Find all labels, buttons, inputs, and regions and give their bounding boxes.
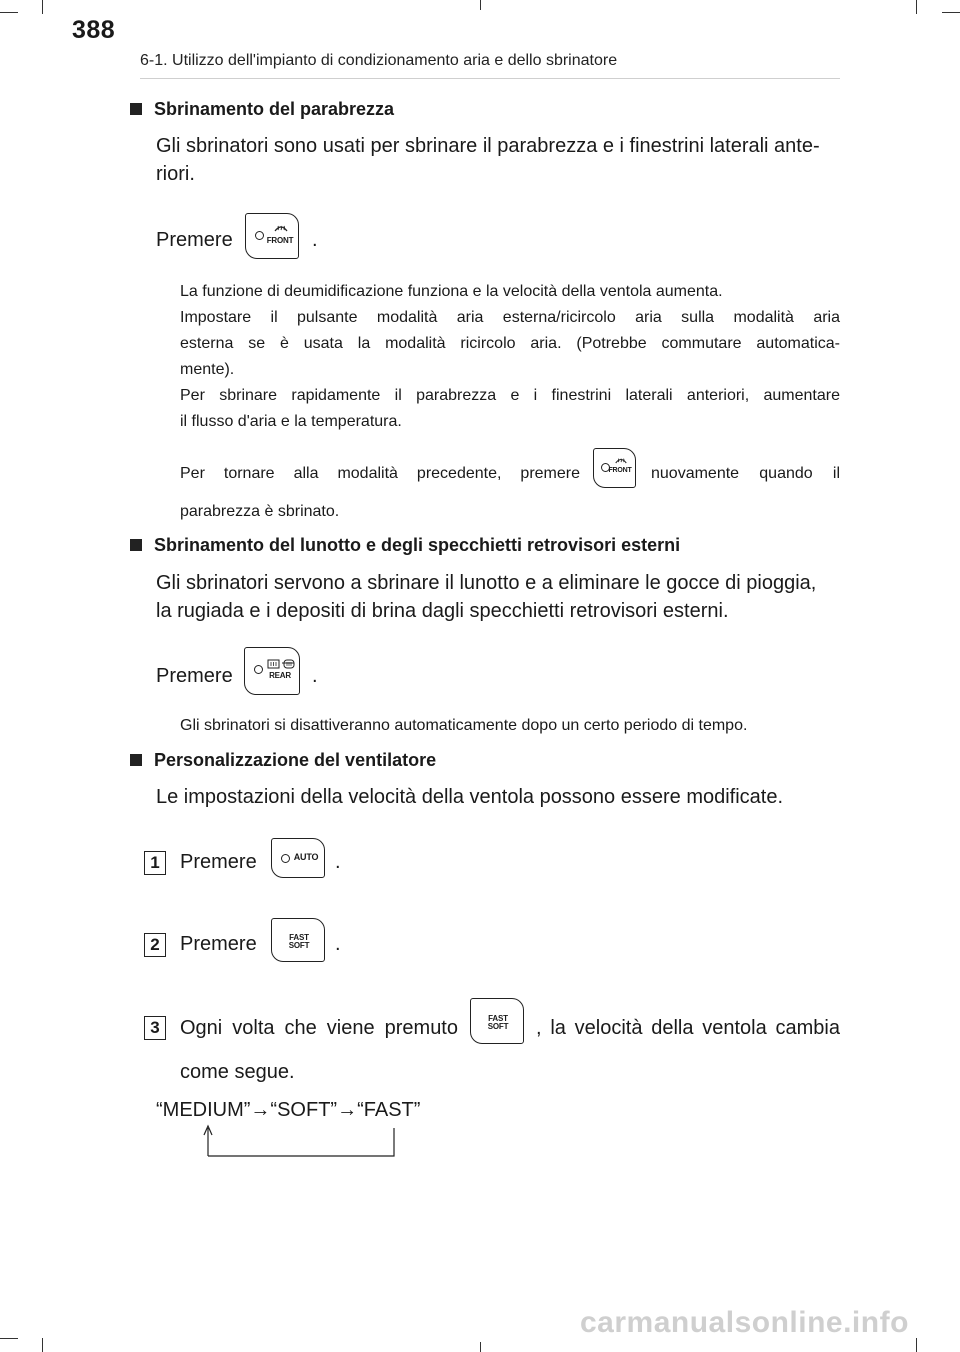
crop-mark — [942, 12, 960, 13]
button-label: FAST — [289, 933, 309, 942]
punctuation: . — [312, 229, 318, 251]
instruction-text: , la velocità della ventola cambia — [536, 1017, 840, 1039]
bullet-square-icon — [130, 539, 142, 551]
paragraph: Gli sbrinatori servono a sbrinare il lunotto e a eliminare le gocce di pioggia, — [156, 572, 817, 594]
rear-window-mirror-defrost-icon — [267, 659, 295, 669]
note-text: Per sbrinare rapidamente il parabrezza e i finestrini laterali anteriori, aumentare — [180, 387, 840, 404]
note-text: Per tornare alla modalità precedente, premere — [180, 465, 580, 482]
step-number: 2 — [144, 933, 166, 957]
windshield-defrost-icon — [273, 222, 289, 232]
instruction-text: come segue. — [180, 1061, 295, 1083]
front-defroster-button[interactable] — [593, 448, 636, 488]
section-title: Sbrinamento del parabrezza — [154, 99, 395, 119]
instruction-text: Premere — [156, 665, 233, 687]
header-divider — [140, 78, 840, 79]
watermark: carmanualsonline.info — [580, 1306, 909, 1339]
bullet-square-icon — [130, 103, 142, 115]
button-label: FRONT — [266, 236, 294, 245]
punctuation: . — [312, 665, 318, 687]
section-title: Personalizzazione del ventilatore — [154, 750, 437, 770]
note-text: il flusso d'aria e la temperatura. — [180, 413, 402, 430]
button-label: SOFT — [487, 1022, 509, 1031]
instruction-text: Premere — [156, 229, 233, 251]
crop-mark — [480, 1342, 481, 1352]
button-label: FRONT — [608, 467, 632, 474]
chapter-title: 6-1. Utilizzo dell'impianto di condizionamento aria e dello sbrinatore — [140, 52, 618, 69]
indicator-light-icon — [255, 231, 264, 240]
section-heading-fan — [130, 750, 436, 771]
fast-soft-button[interactable] — [271, 918, 325, 962]
crop-mark — [0, 12, 18, 13]
crop-mark — [916, 0, 917, 14]
page-number: 388 — [72, 16, 116, 44]
section-title: Sbrinamento del lunotto e degli specchietti retrovisori esterni — [154, 535, 681, 555]
punctuation: . — [335, 851, 341, 873]
indicator-light-icon — [254, 665, 263, 674]
step-number: 3 — [144, 1016, 166, 1040]
paragraph: la rugiada e i depositi di brina dagli specchietti retrovisori esterni. — [156, 600, 729, 622]
note-text: nuovamente quando il — [651, 465, 840, 482]
paragraph: Le impostazioni della velocità della ventola possono essere modificate. — [156, 786, 784, 808]
section-heading-rear-defroster — [130, 535, 680, 556]
rear-defroster-button[interactable] — [244, 647, 300, 695]
punctuation: . — [335, 933, 341, 955]
button-label: FAST — [488, 1014, 508, 1023]
fan-speed-sequence: “MEDIUM”→“SOFT”→“FAST” — [156, 1099, 421, 1121]
instruction-text: Premere — [180, 851, 257, 873]
crop-mark — [42, 0, 43, 14]
instruction-text: Premere — [180, 933, 257, 955]
button-label: AUTO — [293, 852, 319, 862]
auto-button[interactable] — [271, 838, 325, 878]
section-heading-windshield — [130, 99, 394, 120]
note-text: mente). — [180, 361, 235, 378]
crop-mark — [42, 1338, 43, 1352]
note-text: esterna se è usata la modalità ricircolo aria. (Potrebbe commutare automatica- — [180, 335, 840, 352]
note-text: parabrezza è sbrinato. — [180, 503, 340, 520]
paragraph: Gli sbrinatori sono usati per sbrinare il parabrezza e i finestrini laterali ante- — [156, 135, 820, 157]
cycle-return-arrow-icon — [196, 1124, 402, 1160]
indicator-light-icon — [281, 854, 290, 863]
crop-mark — [916, 1338, 917, 1352]
note-text: Impostare il pulsante modalità aria esterna/ricircolo aria sulla modalità aria — [180, 309, 840, 326]
crop-mark — [480, 0, 481, 10]
front-defroster-button[interactable] — [245, 213, 299, 259]
step-number: 1 — [144, 851, 166, 875]
bullet-square-icon — [130, 754, 142, 766]
paragraph: riori. — [156, 163, 195, 185]
note-text: Gli sbrinatori si disattiveranno automaticamente dopo un certo periodo di tempo. — [180, 717, 748, 734]
fast-soft-button[interactable] — [470, 998, 524, 1044]
button-label: SOFT — [288, 941, 310, 950]
button-label: REAR — [269, 671, 291, 680]
windshield-defrost-icon — [614, 455, 628, 464]
instruction-text: Ogni volta che viene premuto — [180, 1017, 458, 1039]
note-text: La funzione di deumidificazione funziona e la velocità della ventola aumenta. — [180, 283, 723, 300]
crop-mark — [0, 1338, 18, 1339]
